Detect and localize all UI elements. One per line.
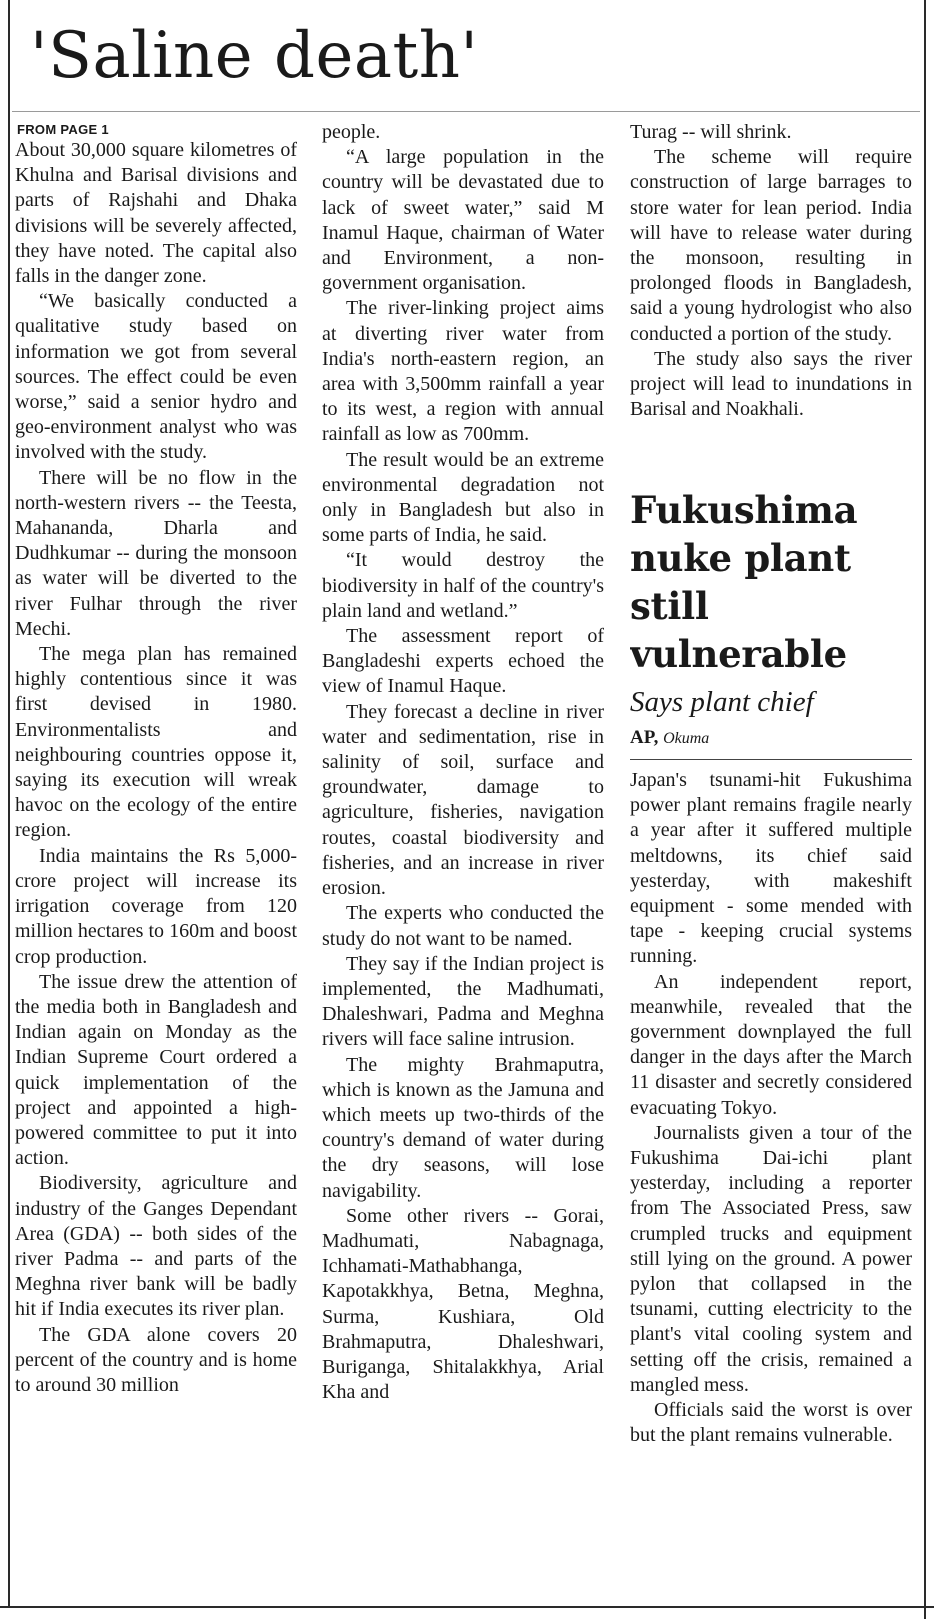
paragraph: The river-linking project aims at diverting river water from India's north-eastern region, an area with 3,500mm rainfall a year to its west, a region with annual rainfall as low as 700mm. bbox=[322, 297, 604, 446]
story2-subhead: Says plant chief bbox=[630, 686, 814, 718]
paragraph: “It would destroy the biodiversity in half of the country's plain land and wetland.” bbox=[322, 549, 604, 622]
paragraph: The assessment report of Bangladeshi experts echoed the view of Inamul Haque. bbox=[322, 625, 604, 698]
paragraph: The result would be an extreme environmental degradation not only in Bangladesh but also in some parts of India, he said. bbox=[322, 448, 604, 547]
agency: AP, bbox=[630, 727, 659, 748]
paragraph: people. bbox=[322, 121, 381, 143]
paragraph: An independent report, meanwhile, revealed that the government downplayed the full danger in the days after the March 11 disaster and secretly considered evacuating Tokyo. bbox=[630, 970, 912, 1119]
paragraph: The mighty Brahmaputra, which is known as the Jamuna and which meets up two-thirds of the country's demand of water during the dry seasons, will lose navigability. bbox=[322, 1053, 604, 1202]
article-column-1 bbox=[15, 120, 297, 1600]
headline-rule bbox=[12, 111, 920, 112]
paragraph: “We basically conducted a qualitative study based on information we got from several sources. The effect could be even worse,” said a senior hydro and geo-environment analyst who was involved with the study. bbox=[15, 290, 297, 464]
paragraph: The scheme will require construction of large barrages to store water for lean period. India will have to release water during the monsoon, resulting in prolonged floods in Bangladesh, said a young hydrologist who also conducted a portion of the study. bbox=[630, 146, 912, 345]
paragraph: They forecast a decline in river water and sedimentation, rise in salinity of soil, surface and groundwater, damage to agriculture, fisheries, navigation routes, coastal biodiversity and fisheries, and an increase in river erosion. bbox=[322, 700, 604, 900]
paragraph: “A large population in the country will be devastated due to lack of sweet water,” said M Inamul Haque, chairman of Water and Environment, a non-government organisation. bbox=[322, 146, 604, 295]
paragraph: The mega plan has remained highly contentious since it was first devised in 1980. Environmentalists and neighbouring countries oppose it, saying its execution will wreak havoc on the ecology of the entire region. bbox=[15, 643, 297, 842]
page-border-left bbox=[8, 0, 10, 1606]
dateline bbox=[630, 726, 912, 751]
dateline-rule bbox=[630, 759, 912, 760]
paragraph: Some other rivers -- Gorai, Madhumati, Nabagnaga, Ichhamati-Mathabhanga, Kapotakkhya, Betna, Meghna, Surma, Kushiara, Old Brahmaputra, Dhaleshwari, Buriganga, Shitalakkhya, Arial Kha and bbox=[322, 1204, 604, 1404]
paragraph: Turag -- will shrink. bbox=[630, 121, 792, 143]
paragraph: About 30,000 square kilometres of Khulna and Barisal divisions and parts of Rajshahi and Dhaka divisions will be severely affected, they have noted. The capital also falls in the danger zone. bbox=[15, 139, 297, 288]
paragraph: Biodiversity, agriculture and industry of the Ganges Dependant Area (GDA) -- both sides of the river Padma -- and parts of the Meghna river bank will be badly hit if India executes its river plan. bbox=[15, 1172, 297, 1321]
paragraph: There will be no flow in the north-western rivers -- the Teesta, Mahananda, Dharla and Dudhkumar -- during the monsoon as water will be diverted to the river Fulhar through the river Mechi. bbox=[15, 466, 297, 640]
paragraph: India maintains the Rs 5,000-crore project will increase its irrigation coverage from 120 million hectares to 160m and boost crop production. bbox=[15, 844, 297, 968]
paragraph: Japan's tsunami-hit Fukushima power plant remains fragile nearly a year after it suffered multiple meltdowns, its chief said yesterday, with makeshift equipment - some mended with tape - keeping crucial systems running. bbox=[630, 769, 912, 968]
page-border-right bbox=[924, 0, 926, 1619]
story1-continuation bbox=[630, 120, 912, 474]
paragraph: The issue drew the attention of the media both in Bangladesh and Indian again on Monday as the Indian Supreme Court ordered a quick implementation of the project and appointed a high-powered committee to put it into action. bbox=[15, 970, 297, 1170]
paragraph: The GDA alone covers 20 percent of the country and is home to around 30 million bbox=[15, 1323, 297, 1396]
paragraph: The experts who conducted the study do not want to be named. bbox=[322, 902, 604, 950]
article-column-3 bbox=[630, 120, 912, 1600]
paragraph: Officials said the worst is over but the plant remains vulnerable. bbox=[630, 1399, 912, 1447]
kicker: FROM PAGE 1 bbox=[17, 122, 109, 137]
paragraph: They say if the Indian project is implemented, the Madhumati, Dhaleshwari, Padma and Meghna rivers will face saline intrusion. bbox=[322, 952, 604, 1051]
story2-headline: Fukushima nuke plant still vulnerable bbox=[630, 488, 858, 676]
page-border-bottom bbox=[0, 1606, 934, 1608]
paragraph: Journalists given a tour of the Fukushima Dai-ichi plant yesterday, including a reporter from The Associated Press, saw crumpled trucks and equipment still lying on the ground. A power pylon that collapsed in the tsunami, cutting electricity to the plant's vital cooling system and setting off the crisis, remained a mangled mess. bbox=[630, 1121, 912, 1396]
dateline-place: Okuma bbox=[663, 730, 710, 747]
headline: 'Saline death' bbox=[30, 19, 479, 93]
article-column-2 bbox=[322, 120, 604, 1600]
paragraph: The study also says the river project will lead to inundations in Barisal and Noakhali. bbox=[630, 347, 912, 421]
